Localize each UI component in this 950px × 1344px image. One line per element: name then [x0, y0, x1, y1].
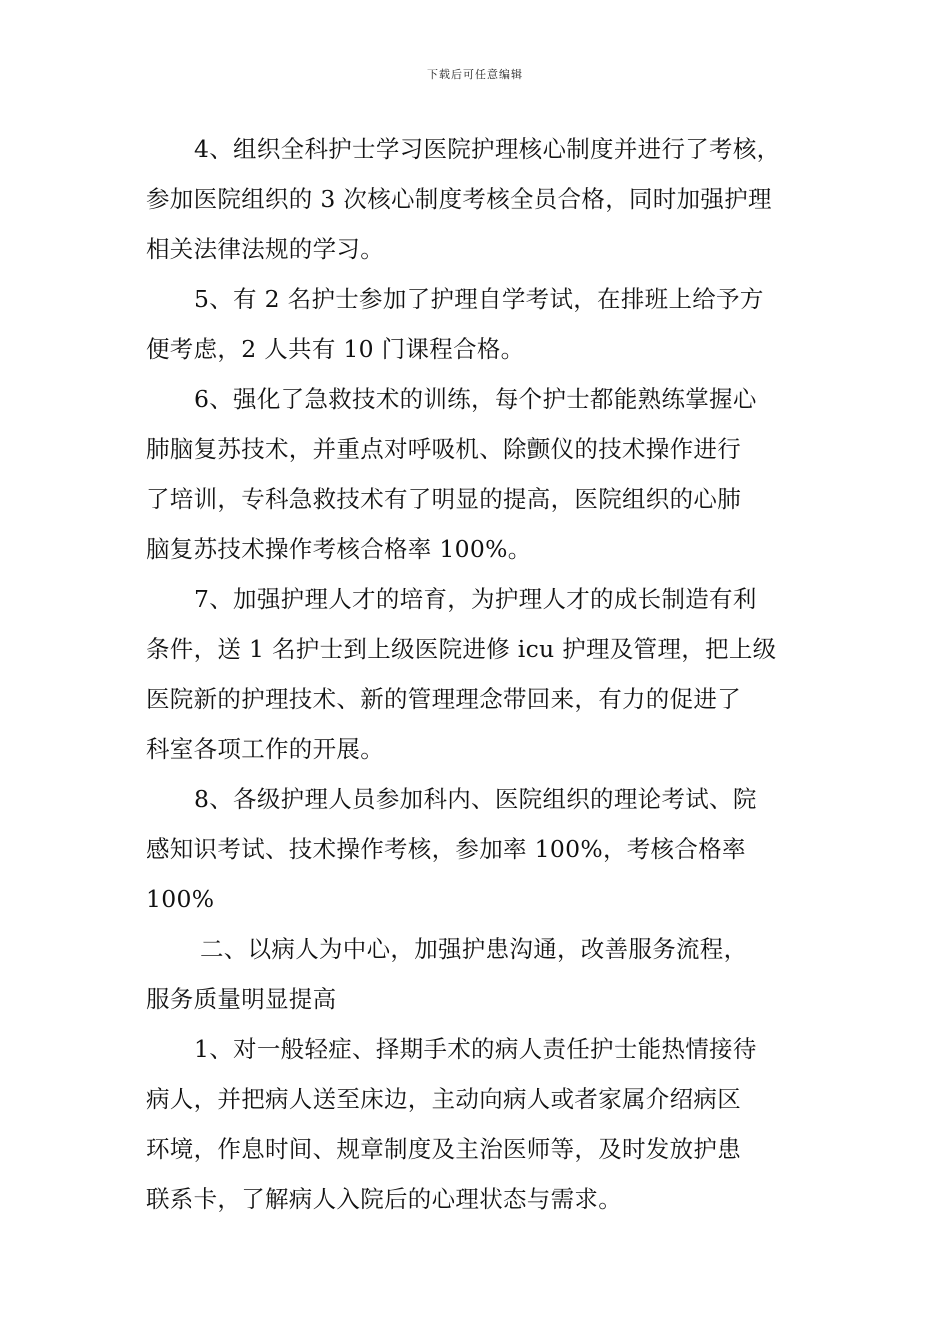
header-note: 下载后可任意编辑	[427, 68, 523, 81]
text-line: 病人，并把病人送至床边，主动向病人或者家属介绍病区	[146, 1085, 741, 1113]
text-line: 了培训，专科急救技术有了明显的提高，医院组织的心肺	[146, 485, 741, 513]
text-line: 科室各项工作的开展。	[146, 735, 384, 763]
text-line: 8、各级护理人员参加科内、医院组织的理论考试、院	[194, 785, 757, 813]
text-line: 条件，送 1 名护士到上级医院进修 icu 护理及管理，把上级	[146, 635, 777, 663]
section-heading: 二、以病人为中心，加强护患沟通，改善服务流程，	[200, 935, 748, 963]
section-heading-cont: 服务质量明显提高	[146, 985, 337, 1013]
text-line: 6、强化了急救技术的训练，每个护士都能熟练掌握心	[194, 385, 757, 413]
text-line: 脑复苏技术操作考核合格率 100%。	[146, 535, 532, 563]
text-line: 100%	[146, 885, 215, 913]
text-line: 环境，作息时间、规章制度及主治医师等，及时发放护患	[146, 1135, 741, 1163]
text-line: 4、组织全科护士学习医院护理核心制度并进行了考核，	[194, 135, 781, 163]
text-line: 7、加强护理人才的培育，为护理人才的成长制造有利	[194, 585, 757, 613]
text-line: 感知识考试、技术操作考核，参加率 100%，考核合格率	[146, 835, 746, 863]
text-line: 相关法律法规的学习。	[146, 235, 384, 263]
text-line: 1、对一般轻症、择期手术的病人责任护士能热情接待	[194, 1035, 757, 1063]
text-line: 便考虑，2 人共有 10 门课程合格。	[146, 335, 525, 363]
document-body	[146, 124, 816, 1224]
text-line: 5、有 2 名护士参加了护理自学考试，在排班上给予方	[194, 285, 764, 313]
text-line: 医院新的护理技术、新的管理理念带回来，有力的促进了	[146, 685, 741, 713]
text-line: 肺脑复苏技术，并重点对呼吸机、除颤仪的技术操作进行	[146, 435, 741, 463]
text-line: 联系卡，了解病人入院后的心理状态与需求。	[146, 1185, 622, 1213]
text-line: 参加医院组织的 3 次核心制度考核全员合格，同时加强护理	[146, 185, 772, 213]
